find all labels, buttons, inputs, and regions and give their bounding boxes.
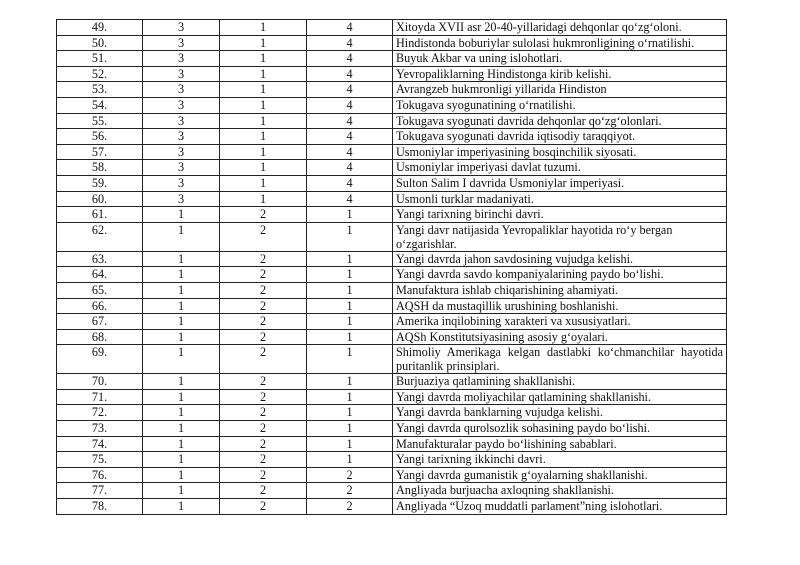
column-a-cell: 1 (143, 329, 220, 345)
table-row (57, 374, 727, 390)
column-c-cell: 4 (307, 51, 393, 67)
column-a-cell: 3 (143, 160, 220, 176)
row-number-cell: 55. (57, 113, 143, 129)
row-number-cell: 77. (57, 483, 143, 499)
table-row (57, 191, 727, 207)
column-c-cell: 1 (307, 374, 393, 390)
topic-cell: Tokugava syogunati davrida iqtisodiy taraqqiyot. (393, 129, 727, 145)
table-row (57, 282, 727, 298)
row-number-cell: 69. (57, 345, 143, 374)
column-c-cell: 1 (307, 251, 393, 267)
column-b-cell: 2 (220, 282, 307, 298)
row-number-cell: 62. (57, 222, 143, 251)
row-number-cell: 51. (57, 51, 143, 67)
column-c-cell: 1 (307, 345, 393, 374)
column-a-cell: 3 (143, 51, 220, 67)
column-b-cell: 2 (220, 467, 307, 483)
column-b-cell: 2 (220, 267, 307, 283)
column-c-cell: 2 (307, 467, 393, 483)
table-row (57, 222, 727, 251)
row-number-cell: 61. (57, 207, 143, 223)
column-a-cell: 1 (143, 421, 220, 437)
column-c-cell: 2 (307, 499, 393, 515)
column-c-cell: 4 (307, 20, 393, 36)
row-number-cell: 73. (57, 421, 143, 437)
column-c-cell: 1 (307, 329, 393, 345)
topic-cell: Yangi davrda qurolsozlik sohasining paydo bo‘lishi. (393, 421, 727, 437)
column-b-cell: 1 (220, 82, 307, 98)
table-row (57, 345, 727, 374)
table-row (57, 329, 727, 345)
table-row (57, 405, 727, 421)
row-number-cell: 64. (57, 267, 143, 283)
column-b-cell: 2 (220, 251, 307, 267)
column-c-cell: 4 (307, 82, 393, 98)
column-a-cell: 1 (143, 282, 220, 298)
column-a-cell: 1 (143, 389, 220, 405)
column-c-cell: 4 (307, 66, 393, 82)
table-row (57, 129, 727, 145)
topic-cell: Yangi davrda jahon savdosining vujudga kelishi. (393, 251, 727, 267)
column-b-cell: 1 (220, 144, 307, 160)
table-row (57, 175, 727, 191)
topics-table (56, 19, 727, 515)
column-c-cell: 4 (307, 129, 393, 145)
row-number-cell: 70. (57, 374, 143, 390)
row-number-cell: 76. (57, 467, 143, 483)
column-c-cell: 1 (307, 267, 393, 283)
row-number-cell: 63. (57, 251, 143, 267)
column-a-cell: 1 (143, 436, 220, 452)
column-b-cell: 1 (220, 129, 307, 145)
topic-cell: Manufaktura ishlab chiqarishining ahamiyati. (393, 282, 727, 298)
column-a-cell: 1 (143, 314, 220, 330)
row-number-cell: 59. (57, 175, 143, 191)
column-c-cell: 1 (307, 222, 393, 251)
table-row (57, 298, 727, 314)
table-row (57, 251, 727, 267)
topic-cell: Yangi davrda gumanistik g‘oyalarning shakllanishi. (393, 467, 727, 483)
column-c-cell: 4 (307, 144, 393, 160)
column-b-cell: 2 (220, 499, 307, 515)
column-c-cell: 4 (307, 160, 393, 176)
topic-cell: Avrangzeb hukmronligi yillarida Hindiston (393, 82, 727, 98)
column-a-cell: 3 (143, 66, 220, 82)
column-a-cell: 1 (143, 499, 220, 515)
row-number-cell: 65. (57, 282, 143, 298)
table-row (57, 66, 727, 82)
topic-cell: Manufakturalar paydo bo‘lishining sabablari. (393, 436, 727, 452)
column-a-cell: 1 (143, 452, 220, 468)
column-a-cell: 1 (143, 483, 220, 499)
column-a-cell: 1 (143, 405, 220, 421)
column-b-cell: 2 (220, 314, 307, 330)
row-number-cell: 57. (57, 144, 143, 160)
row-number-cell: 71. (57, 389, 143, 405)
column-c-cell: 1 (307, 421, 393, 437)
column-b-cell: 2 (220, 298, 307, 314)
column-b-cell: 1 (220, 160, 307, 176)
table-row (57, 421, 727, 437)
topic-cell: AQSH da mustaqillik urushining boshlanishi. (393, 298, 727, 314)
topic-cell: Usmonli turklar madaniyati. (393, 191, 727, 207)
column-a-cell: 3 (143, 144, 220, 160)
column-a-cell: 3 (143, 129, 220, 145)
column-a-cell: 3 (143, 35, 220, 51)
topic-cell: Xitoyda XVII asr 20-40-yillaridagi dehqonlar qo‘zg‘oloni. (393, 20, 727, 36)
column-b-cell: 1 (220, 175, 307, 191)
column-b-cell: 2 (220, 421, 307, 437)
column-a-cell: 1 (143, 267, 220, 283)
topic-cell: Buyuk Akbar va uning islohotlari. (393, 51, 727, 67)
topic-cell: Yevropaliklarning Hindistonga kirib kelishi. (393, 66, 727, 82)
column-b-cell: 1 (220, 113, 307, 129)
row-number-cell: 54. (57, 97, 143, 113)
table-row (57, 97, 727, 113)
table-row (57, 436, 727, 452)
row-number-cell: 78. (57, 499, 143, 515)
table-row (57, 20, 727, 36)
column-b-cell: 2 (220, 345, 307, 374)
table-row (57, 35, 727, 51)
column-c-cell: 4 (307, 175, 393, 191)
topic-cell: Yangi davrda savdo kompaniyalarining paydo bo‘lishi. (393, 267, 727, 283)
topic-cell: AQSh Konstitutsiyasining asosiy g‘oyalari. (393, 329, 727, 345)
column-c-cell: 1 (307, 207, 393, 223)
column-b-cell: 2 (220, 452, 307, 468)
column-b-cell: 2 (220, 405, 307, 421)
column-c-cell: 4 (307, 35, 393, 51)
column-b-cell: 2 (220, 483, 307, 499)
column-c-cell: 1 (307, 405, 393, 421)
column-b-cell: 1 (220, 66, 307, 82)
row-number-cell: 75. (57, 452, 143, 468)
table-row (57, 267, 727, 283)
topic-cell: Usmoniylar imperiyasining bosqinchilik siyosati. (393, 144, 727, 160)
row-number-cell: 68. (57, 329, 143, 345)
column-c-cell: 4 (307, 113, 393, 129)
column-a-cell: 1 (143, 298, 220, 314)
table-row (57, 207, 727, 223)
column-b-cell: 2 (220, 222, 307, 251)
column-c-cell: 4 (307, 97, 393, 113)
column-a-cell: 3 (143, 82, 220, 98)
column-c-cell: 1 (307, 314, 393, 330)
column-c-cell: 2 (307, 483, 393, 499)
column-b-cell: 2 (220, 329, 307, 345)
row-number-cell: 52. (57, 66, 143, 82)
topic-cell: Hindistonda boburiylar sulolasi hukmronligining o‘rnatilishi. (393, 35, 727, 51)
topic-cell: Yangi tarixning birinchi davri. (393, 207, 727, 223)
column-b-cell: 1 (220, 51, 307, 67)
column-c-cell: 1 (307, 298, 393, 314)
column-a-cell: 3 (143, 20, 220, 36)
column-a-cell: 1 (143, 374, 220, 390)
column-c-cell: 4 (307, 191, 393, 207)
column-a-cell: 1 (143, 207, 220, 223)
table-row (57, 467, 727, 483)
row-number-cell: 58. (57, 160, 143, 176)
column-a-cell: 1 (143, 251, 220, 267)
column-c-cell: 1 (307, 452, 393, 468)
column-b-cell: 2 (220, 436, 307, 452)
topic-cell: Tokugava syogunati davrida dehqonlar qo‘zg‘olonlari. (393, 113, 727, 129)
table-row (57, 113, 727, 129)
table-row (57, 51, 727, 67)
table-row (57, 389, 727, 405)
row-number-cell: 49. (57, 20, 143, 36)
column-a-cell: 1 (143, 467, 220, 483)
column-a-cell: 1 (143, 222, 220, 251)
topics-table-body (57, 20, 727, 515)
topic-cell: Angliyada “Uzoq muddatli parlament”ning islohotlari. (393, 499, 727, 515)
table-row (57, 483, 727, 499)
row-number-cell: 60. (57, 191, 143, 207)
topic-cell: Angliyada burjuacha axloqning shakllanishi. (393, 483, 727, 499)
topic-cell: Burjuaziya qatlamining shakllanishi. (393, 374, 727, 390)
column-b-cell: 1 (220, 191, 307, 207)
column-a-cell: 3 (143, 175, 220, 191)
row-number-cell: 74. (57, 436, 143, 452)
column-a-cell: 3 (143, 113, 220, 129)
column-b-cell: 2 (220, 389, 307, 405)
column-a-cell: 1 (143, 345, 220, 374)
table-row (57, 499, 727, 515)
table-row (57, 452, 727, 468)
column-c-cell: 1 (307, 282, 393, 298)
column-a-cell: 3 (143, 97, 220, 113)
column-a-cell: 3 (143, 191, 220, 207)
column-c-cell: 1 (307, 389, 393, 405)
column-b-cell: 2 (220, 207, 307, 223)
row-number-cell: 50. (57, 35, 143, 51)
row-number-cell: 72. (57, 405, 143, 421)
topic-cell: Amerika inqilobining xarakteri va xususiyatlari. (393, 314, 727, 330)
table-row (57, 314, 727, 330)
column-b-cell: 2 (220, 374, 307, 390)
row-number-cell: 53. (57, 82, 143, 98)
topic-cell: Yangi tarixning ikkinchi davri. (393, 452, 727, 468)
table-row (57, 144, 727, 160)
column-b-cell: 1 (220, 97, 307, 113)
table-row (57, 160, 727, 176)
topic-cell: Yangi davrda moliyachilar qatlamining shakllanishi. (393, 389, 727, 405)
topic-cell: Yangi davrda banklarning vujudga kelishi. (393, 405, 727, 421)
topic-cell: Yangi davr natijasida Yevropaliklar hayotida ro‘y bergan o‘zgarishlar. (393, 222, 727, 251)
topic-cell: Shimoliy Amerikaga kelgan dastlabki ko‘chmanchilar hayotida puritanlik prinsiplari. (393, 345, 727, 374)
topic-cell: Tokugava syogunatining o‘rnatilishi. (393, 97, 727, 113)
row-number-cell: 67. (57, 314, 143, 330)
topic-cell: Sulton Salim I davrida Usmoniylar imperiyasi. (393, 175, 727, 191)
row-number-cell: 56. (57, 129, 143, 145)
topic-cell: Usmoniylar imperiyasi davlat tuzumi. (393, 160, 727, 176)
column-c-cell: 1 (307, 436, 393, 452)
column-b-cell: 1 (220, 35, 307, 51)
column-b-cell: 1 (220, 20, 307, 36)
row-number-cell: 66. (57, 298, 143, 314)
table-row (57, 82, 727, 98)
